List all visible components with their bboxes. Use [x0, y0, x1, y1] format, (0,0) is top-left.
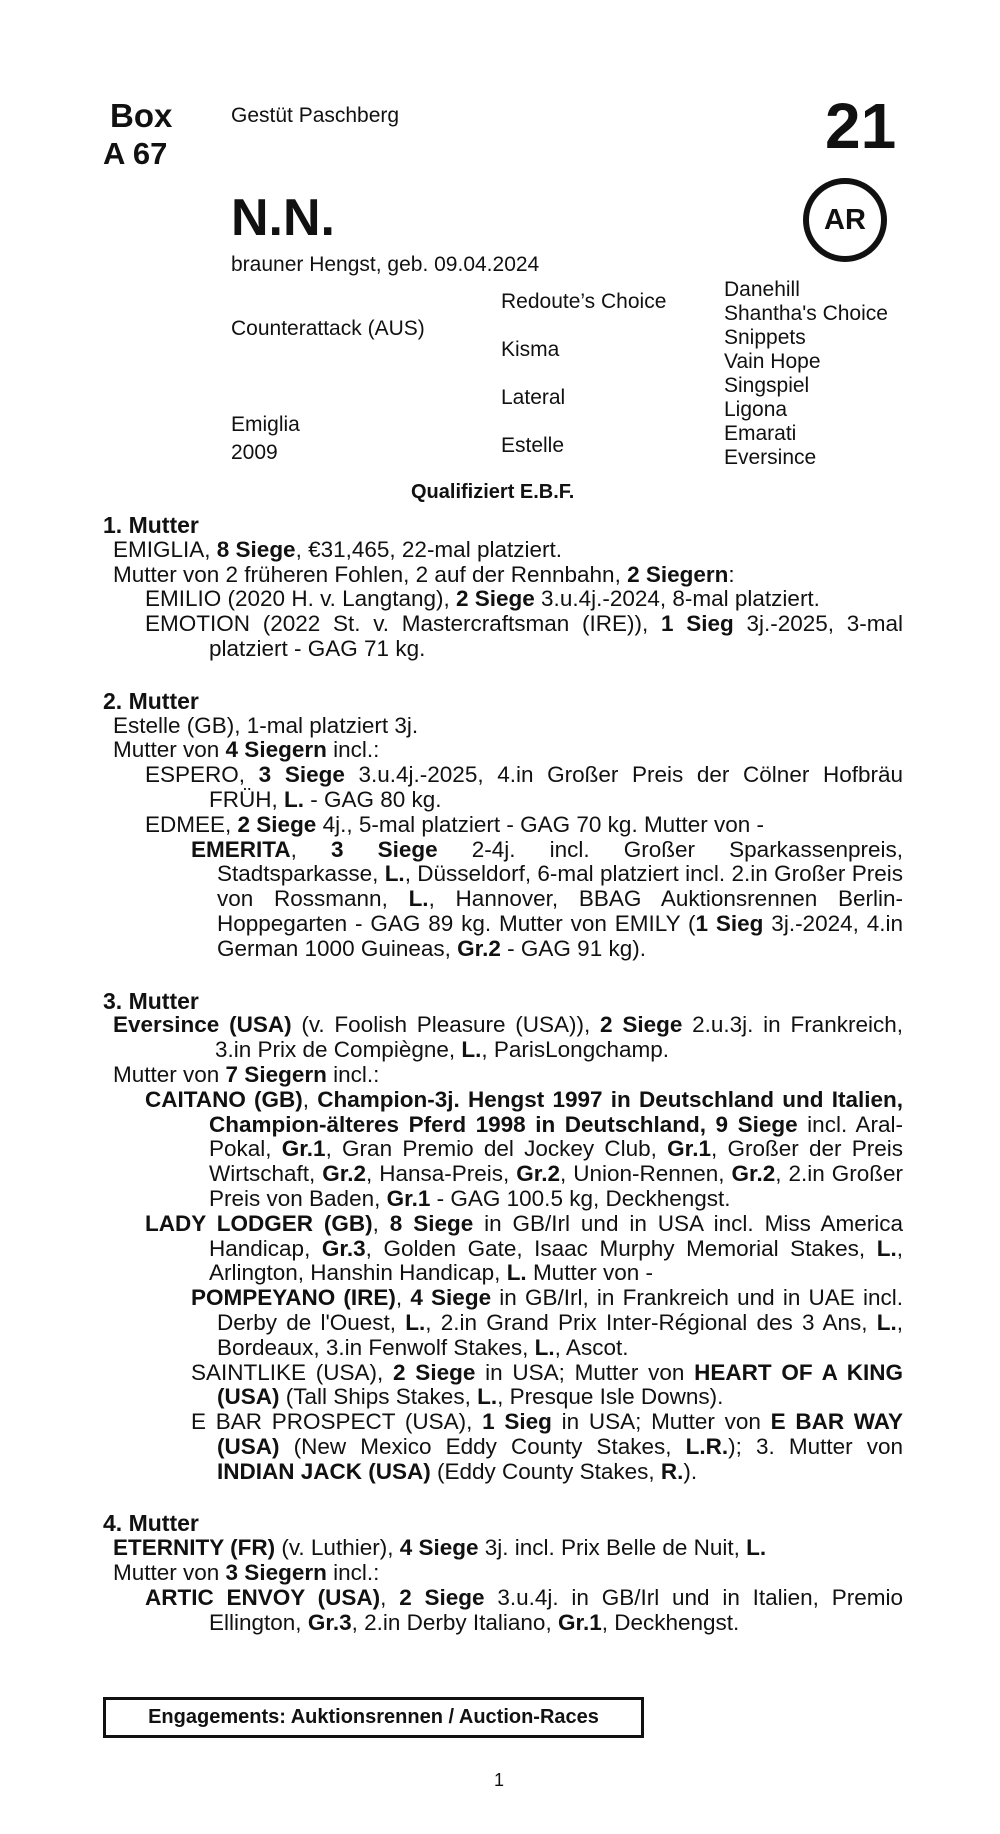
pedigree-great-grandsire: Vain Hope [724, 350, 821, 373]
dam-record: ETERNITY (FR) (v. Luthier), 4 Siege 3j. incl. Prix Belle de Nuit, L. [113, 1535, 767, 1561]
pedigree-great-grandsire: Danehill [724, 278, 800, 301]
pedigree-great-grandsire: Eversince [724, 446, 817, 469]
pedigree-dam: Emiglia [231, 413, 300, 436]
box-label: Box [110, 97, 173, 134]
horse-description: brauner Hengst, geb. 09.04.2024 [231, 253, 540, 276]
pedigree-great-grandsire: Singspiel [724, 374, 810, 397]
pedigree-sire: Counterattack (AUS) [231, 317, 425, 340]
family-record [103, 513, 903, 1635]
produce-entry: SAINTLIKE (USA), 2 Siege in USA; Mutter von HEART OF A KING (USA) (Tall Ships Stakes, L., Presque Isle Downs). [191, 1359, 903, 1410]
section-heading-second-dam: 2. Mutter [103, 687, 199, 714]
produce-entry: EDMEE, 2 Siege 4j., 5-mal platziert - GAG 70 kg. Mutter von - [145, 811, 764, 837]
pedigree-grandsire: Kisma [501, 338, 560, 361]
produce-entry: POMPEYANO (IRE), 4 Siege in GB/Irl, in Frankreich und in UAE incl. Derby de l'Ouest, L., 2.in Grand Prix Inter-Régional des 3 Ans, L., Bordeaux, 3.in Fenwolf Stakes, L., Ascot. [191, 1285, 903, 1360]
section-heading-third-dam: 3. Mutter [103, 987, 199, 1014]
pedigree-great-grandsire: Ligona [724, 398, 788, 421]
qualification: Qualifiziert E.B.F. [411, 481, 575, 503]
pedigree-great-grandsire: Shantha's Choice [724, 302, 888, 325]
produce-entry: EMILIO (2020 H. v. Langtang), 2 Siege 3.u.4j.-2024, 8-mal platziert. [145, 586, 820, 612]
produce-entry: E BAR PROSPECT (USA), 1 Sieg in USA; Mutter von E BAR WAY (USA) (New Mexico Eddy County Stakes, L.R.); 3. Mutter von INDIAN JACK (USA) (Eddy County Stakes, R.). [191, 1409, 903, 1484]
pedigree-great-grandsire: Snippets [724, 326, 806, 349]
dam-record: Estelle (GB), 1-mal platziert 3j. [113, 712, 419, 738]
pedigree-dam-year: 2009 [231, 441, 278, 464]
ar-badge-text: AR [824, 203, 866, 236]
dam-produce-summary: Mutter von 7 Siegern incl.: [113, 1061, 380, 1087]
horse-name: N.N. [231, 189, 335, 247]
page-number: 1 [494, 1770, 505, 1790]
produce-entry: ESPERO, 3 Siege 3.u.4j.-2025, 4.in Großer Preis der Cölner Hofbräu FRÜH, L. - GAG 80 kg. [145, 762, 904, 812]
ar-badge-icon [803, 178, 887, 262]
section-heading-fourth-dam: 4. Mutter [103, 1510, 199, 1537]
dam-record: EMIGLIA, 8 Siege, €31,465, 22-mal platziert. [113, 536, 562, 562]
stud-name: Gestüt Paschberg [231, 104, 400, 127]
engagements-box [103, 1697, 644, 1738]
pedigree-grandsire: Redoute’s Choice [501, 290, 667, 313]
produce-entry: LADY LODGER (GB), 8 Siege in GB/Irl und in USA incl. Miss America Handicap, Gr.3, Golden Gate, Isaac Murphy Memorial Stakes, L., Arlington, Hanshin Handicap, L. Mutter von - [145, 1210, 903, 1286]
box-number: A 67 [103, 136, 168, 171]
dam-record: Eversince (USA) (v. Foolish Pleasure (USA)), 2 Siege 2.u.3j. in Frankreich, 3.in Prix de Compiègne, L., ParisLongchamp. [113, 1012, 903, 1063]
pedigree-grandsire: Lateral [501, 386, 566, 409]
produce-entry: CAITANO (GB), Champion-3j. Hengst 1997 in Deutschland und Italien, Champion-älteres Pferd 1998 in Deutschland, 9 Siege incl. Aral-Pokal, Gr.1, Gran Premio del Jockey Club, Gr.1, Großer der Preis Wirtschaft, Gr.2, Hansa-Preis, Gr.2, Union-Rennen, Gr.2, 2.in Großer Preis von Baden, Gr.1 - GAG 100.5 kg, Deckhengst. [145, 1086, 903, 1211]
pedigree-grandsire: Estelle [501, 434, 565, 457]
engagements-text: Engagements: Auktionsrennen / Auction-Races [148, 1706, 599, 1728]
lot-number: 21 [825, 90, 897, 162]
dam-produce-summary: Mutter von 3 Siegern incl.: [113, 1560, 380, 1586]
dam-produce-summary: Mutter von 2 früheren Fohlen, 2 auf der Rennbahn, 2 Siegern: [113, 561, 735, 587]
section-heading-first-dam: 1. Mutter [103, 512, 199, 538]
produce-entry: EMERITA, 3 Siege 2-4j. incl. Großer Sparkassenpreis, Stadtsparkasse, L., Düsseldorf, 6-mal platziert incl. 2.in Großer Preis von Rossmann, L., Hannover, BBAG Auktionsrennen Berlin-Hoppegarten - GAG 89 kg. Mutter von EMILY (1 Sieg 3j.-2024, 4.in German 1000 Guineas, Gr.2 - GAG 91 kg). [191, 836, 904, 961]
produce-entry: EMOTION (2022 St. v. Mastercraftsman (IRE)), 1 Sieg 3j.-2025, 3-mal platziert - GAG 71 kg. [145, 611, 903, 661]
dam-produce-summary: Mutter von 4 Siegern incl.: [113, 737, 380, 763]
pedigree-great-grandsire: Emarati [724, 422, 797, 445]
produce-entry: ARTIC ENVOY (USA), 2 Siege 3.u.4j. in GB/Irl und in Italien, Premio Ellington, Gr.3, 2.in Derby Italiano, Gr.1, Deckhengst. [145, 1584, 903, 1635]
